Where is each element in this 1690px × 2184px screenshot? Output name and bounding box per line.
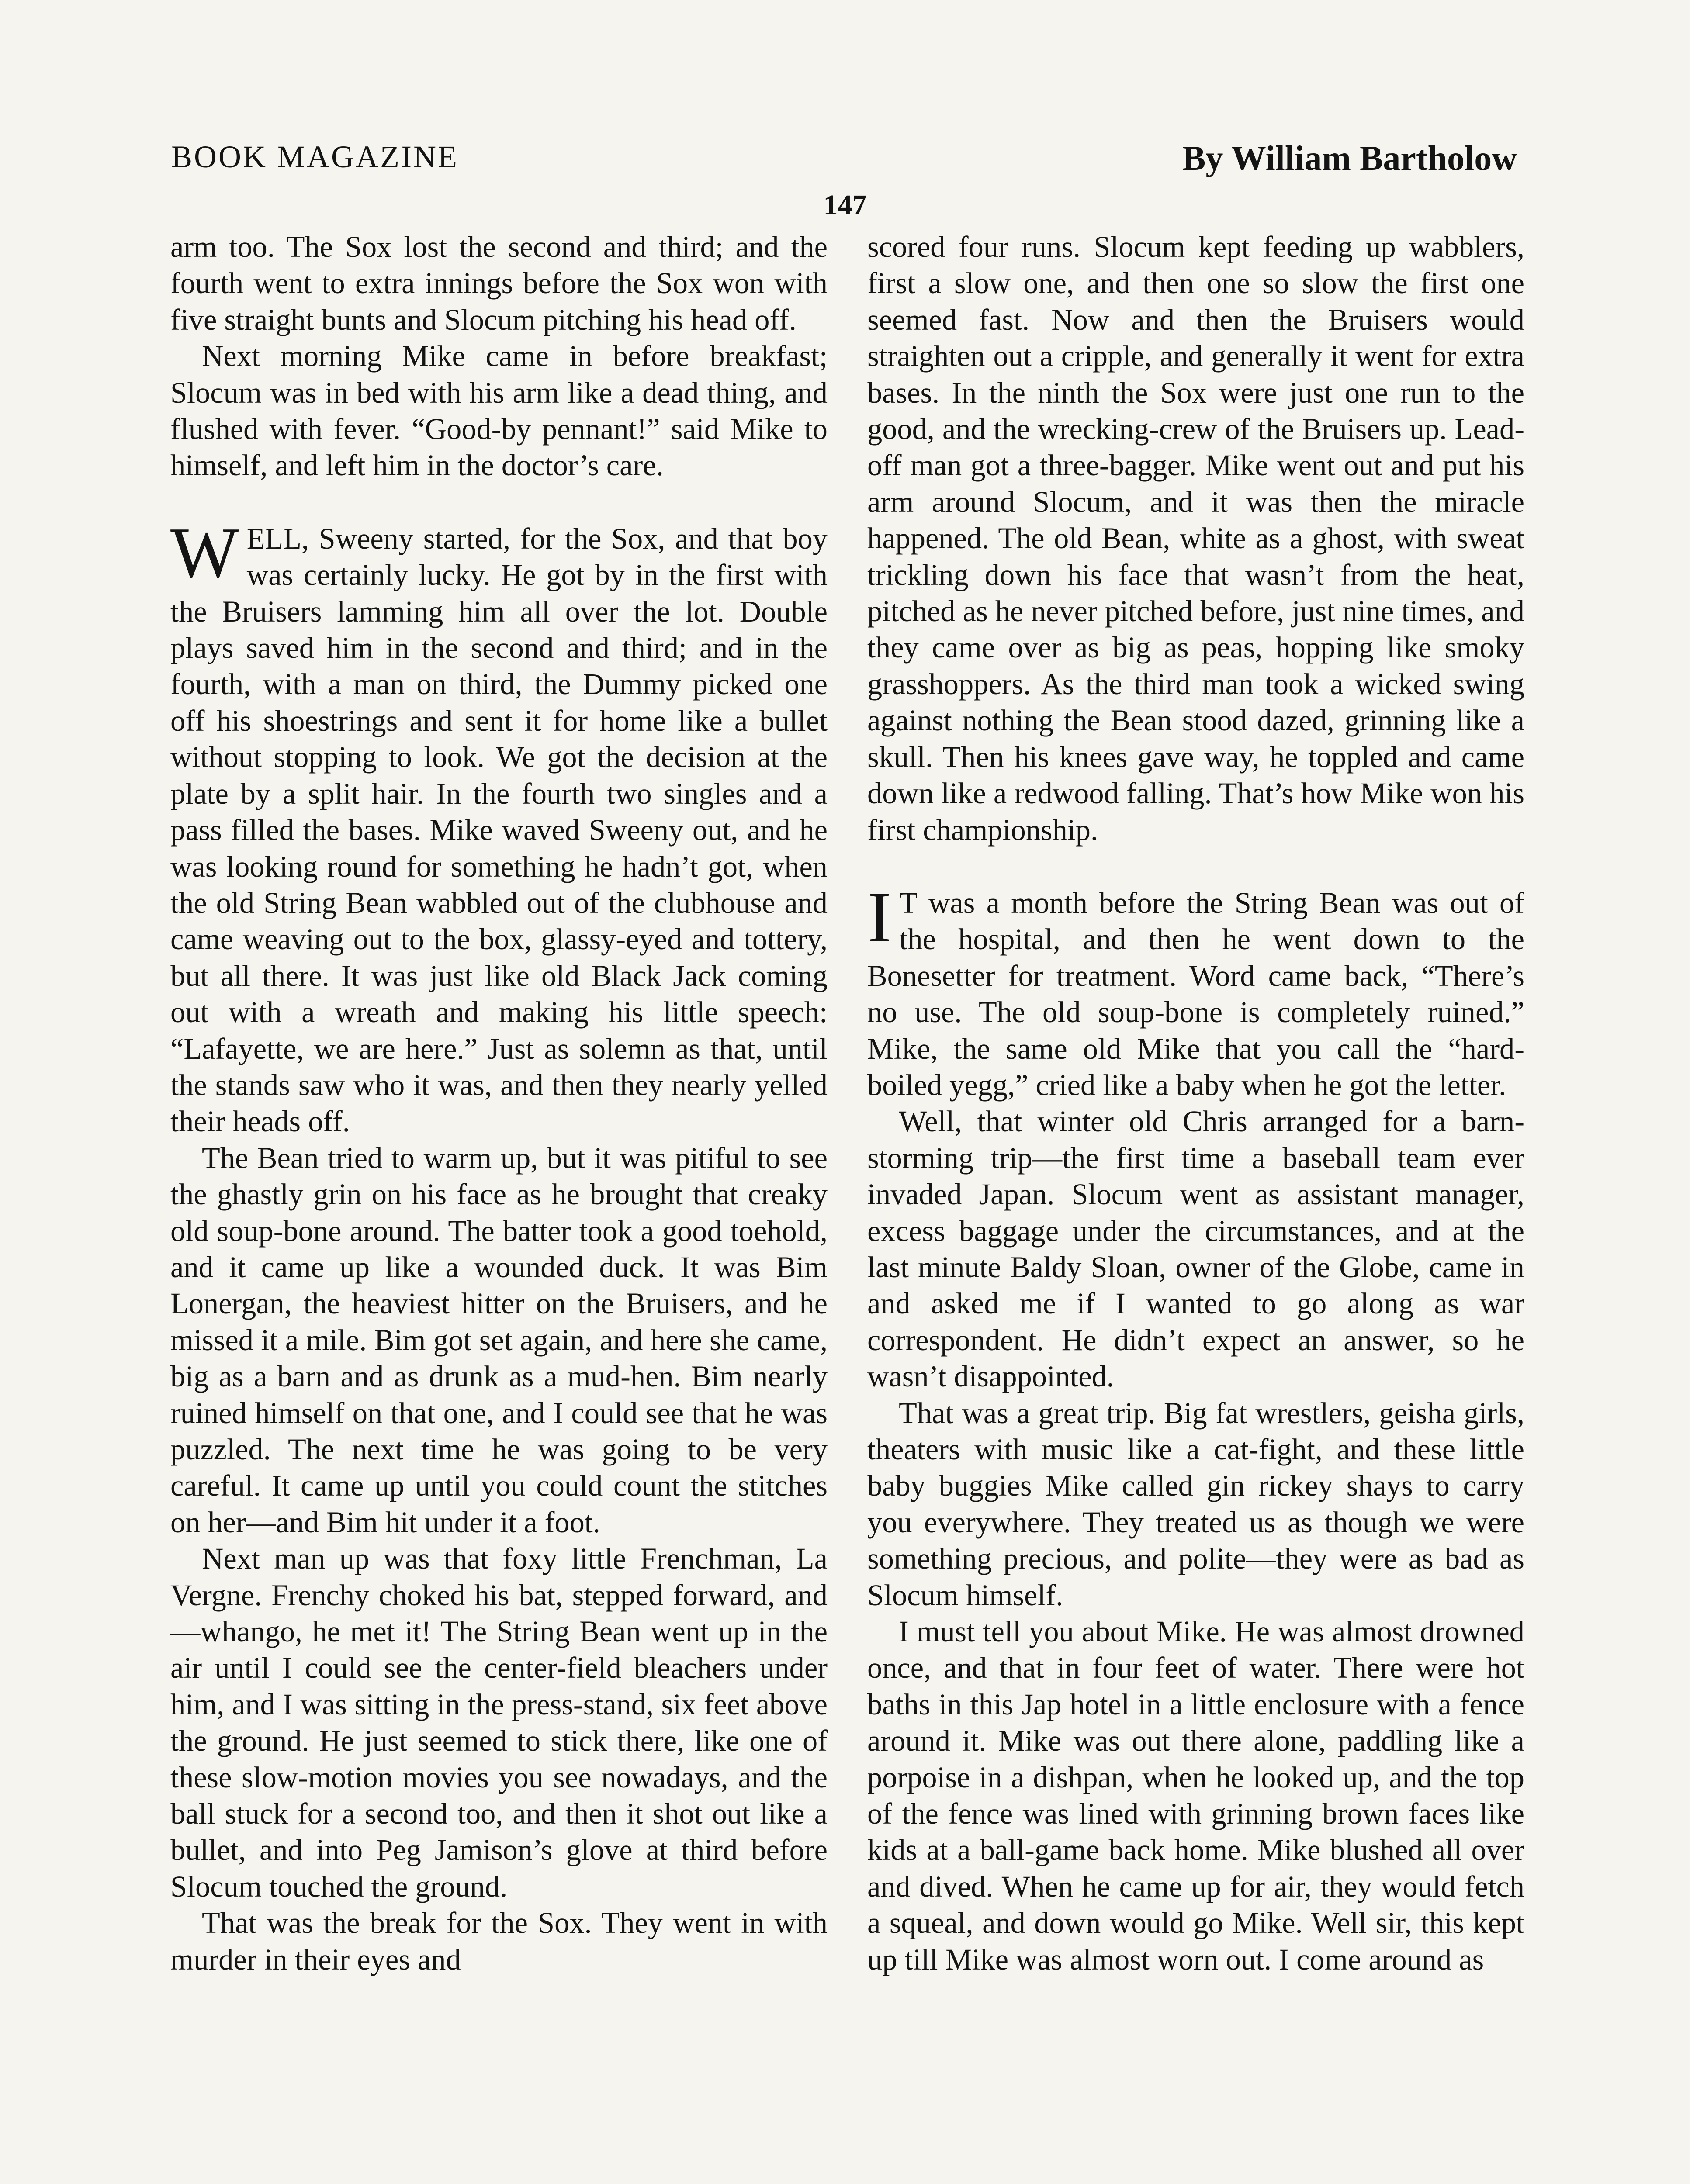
- section-paragraph-r2: IT was a month before the String Bean was out of the hospital, and then he went down to the Bonesetter for treatment. Word came back, “There’s no use. The old soup-bone is completely ruined.” Mike, the same old Mike that you call the “hard-boiled yegg,” cried like a baby when he got the letter.: [867, 876, 1524, 1102]
- paragraph-l1: arm too. The Sox lost the second and third; and the fourth went to extra innings before the Sox won with five straight bunts and Slocum pitching his head off.: [170, 230, 828, 336]
- paragraph-l2: Next morning Mike came in before breakfast; Slocum was in bed with his arm like a dead thing, and flushed with fever. “Good-by pennant!” said Mike to himself, and left him in the doctor’s care.: [170, 339, 828, 482]
- publication-title: BOOK MAGAZINE: [171, 139, 459, 174]
- section-paragraph-l3: WELL, Sweeny started, for the Sox, and that boy was certainly lucky. He got by in the first with the Bruisers lamming him all over the lot. Double plays saved him in the second and third; and in the fourth, with a man on third, the Dummy picked one off his shoestrings and sent it for home like a bullet without stopping to look. We got the decision at the plate by a split hair. In the fourth two singles and a pass filled the bases. Mike waved Sweeny out, and he was looking round for something he hadn’t got, when the old String Bean wabbled out of the clubhouse and came weaving out to the box, glassy-eyed and tottery, but all there. It was just like old Black Jack coming out with a wreath and making his little speech: “Lafayette, we are here.” Just as solemn as that, until the stands saw who it was, and then they nearly yelled their heads off.: [170, 512, 828, 1138]
- left-text-column: [170, 229, 828, 2184]
- page-header: [171, 139, 1517, 187]
- paragraph-r1: scored four runs. Slocum kept feeding up wabblers, first a slow one, and then one so slow the first one seemed fast. Now and then the Bruisers would straighten out a cripple, and generally it went for extra bases. In the ninth the Sox were just one run to the good, and the wrecking-crew of the Bruisers up. Lead-off man got a three-bagger. Mike went out and put his arm around Slocum, and it was then the miracle happened. The old Bean, white as a ghost, with sweat trickling down his face that wasn’t from the heat, pitched as he never pitched before, just nine times, and they came over as big as peas, hopping like smoky grasshoppers. As the third man took a wicked swing against nothing the Bean stood dazed, grinning like a skull. Then his knees gave way, he toppled and came down like a redwood falling. That’s how Mike won his first championship.: [867, 230, 1524, 847]
- paragraph-r4: That was a great trip. Big fat wrestlers, geisha girls, theaters with music like a cat-fight, and these little baby buggies Mike called gin rickey shays to carry you everywhere. They treated us as though we were something precious, and polite—they were as bad as Slocum himself.: [867, 1396, 1524, 1612]
- page-number: 147: [823, 189, 867, 221]
- paragraph-l5: Next man up was that foxy little Frenchman, La Vergne. Frenchy choked his bat, stepped forward, and—whango, he met it! The String Bean went up in the air until I could see the center-field bleachers under him, and I was sitting in the press-stand, six feet above the ground. He just seemed to stick there, like one of these slow-motion movies you see nowadays, and the ball stuck for a second too, and then it shot out like a bullet, and into Peg Jamison’s glove at third before Slocum touched the ground.: [170, 1542, 828, 1903]
- author-byline: By William Bartholow: [1182, 139, 1517, 178]
- paragraph-l6: That was the break for the Sox. They went in with murder in their eyes and: [170, 1906, 828, 1976]
- paragraph-l4: The Bean tried to warm up, but it was pitiful to see the ghastly grin on his face as he brought that creaky old soup-bone around. The batter took a good toehold, and it came up like a wounded duck. It was Bim Lonergan, the heaviest hitter on the Bruisers, and he missed it a mile. Bim got set again, and here she came, big as a barn and as drunk as a mud-hen. Bim nearly ruined himself on that one, and I could see that he was puzzled. The next time he was going to be very careful. It came up until you could count the stitches on her—and Bim hit under it a foot.: [170, 1141, 828, 1539]
- paragraph-r3: Well, that winter old Chris arranged for a barn-storming trip—the first time a baseball team ever invaded Japan. Slocum went as assistant manager, excess baggage under the circumstances, and at the last minute Baldy Sloan, owner of the Globe, came in and asked me if I wanted to go along as war correspondent. He didn’t expect an answer, so he wasn’t disappointed.: [867, 1105, 1524, 1393]
- paragraph-r5: I must tell you about Mike. He was almost drowned once, and that in four feet of water. There were hot baths in this Jap hotel in a little enclosure with a fence around it. Mike was out there alone, paddling like a porpoise in a dishpan, when he looked up, and the top of the fence was lined with grinning brown faces like kids at a ball-game back home. Mike blushed all over and dived. When he came up for air, they would fetch a squeal, and down would go Mike. Well sir, this kept up till Mike was almost worn out. I come around as: [867, 1615, 1524, 1976]
- right-text-column: [867, 229, 1524, 2184]
